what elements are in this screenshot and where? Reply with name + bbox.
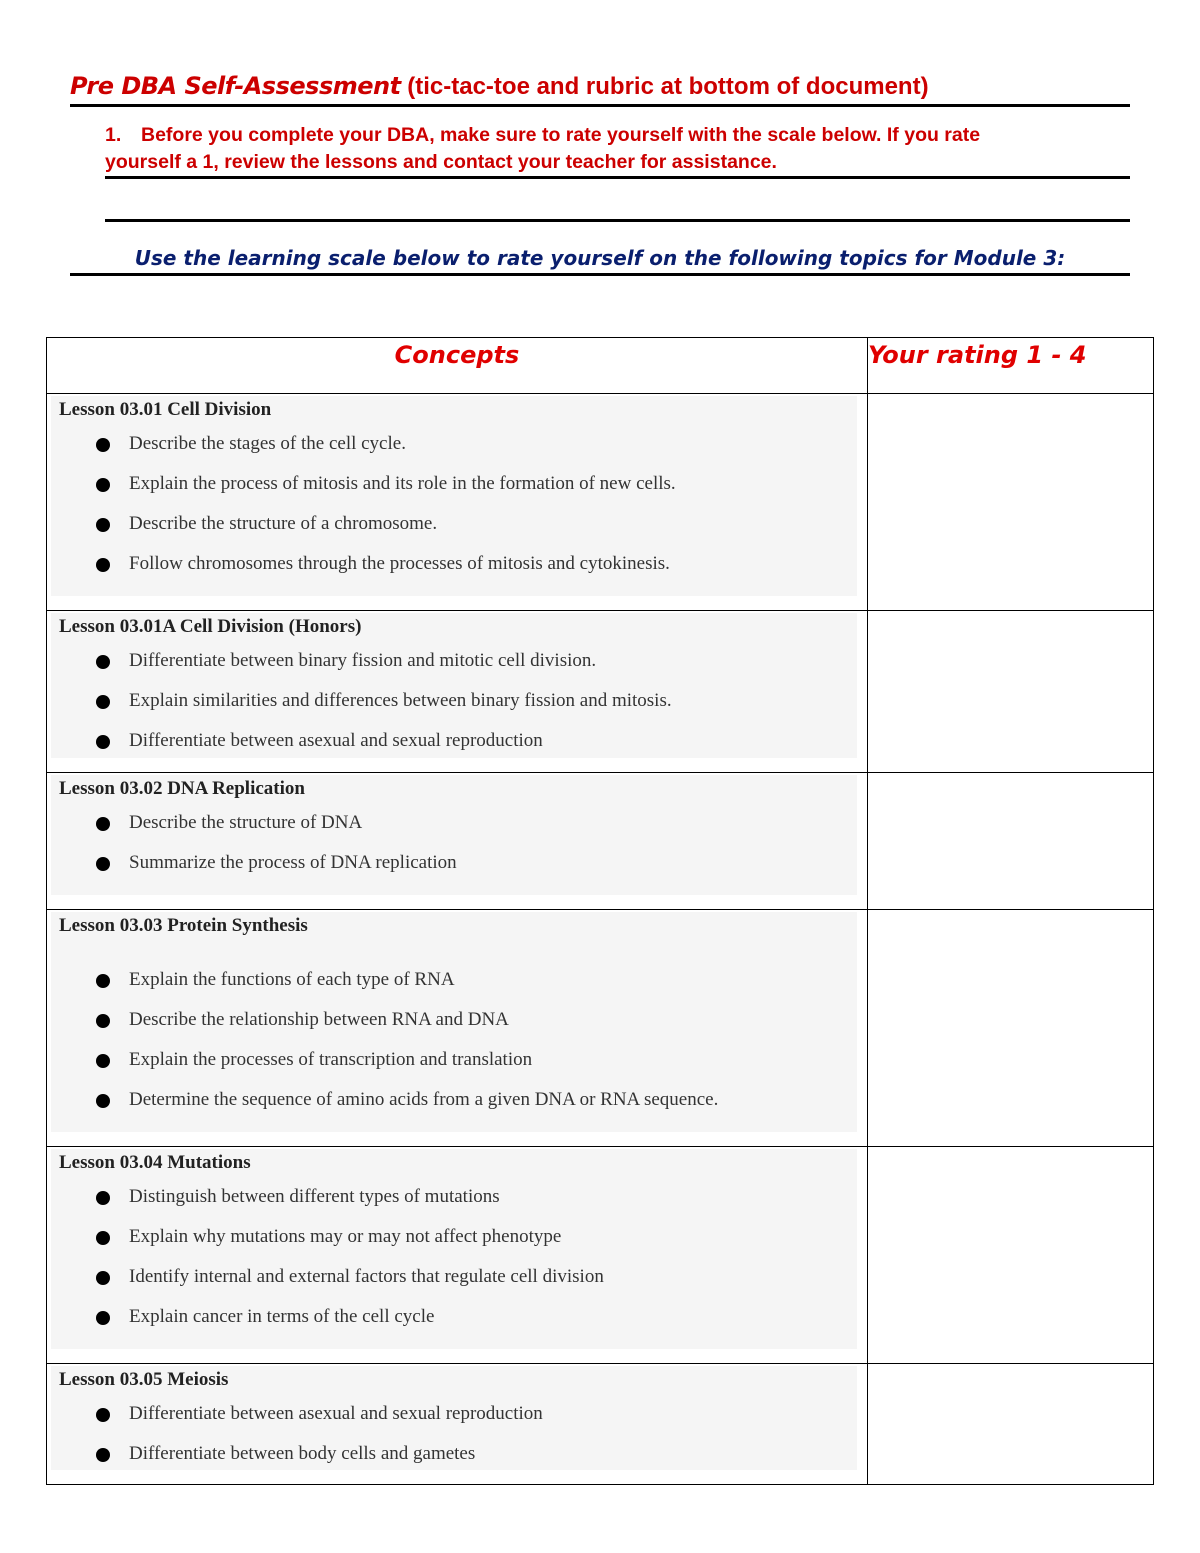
lesson-content [47,1364,867,1474]
bullet-icon [96,735,110,749]
lesson-content [47,773,867,883]
objective-text: Summarize the process of DNA replication [129,852,457,873]
objective-item [59,843,867,883]
table-row [47,611,1154,773]
lesson-content [47,394,867,584]
instruction-number: 1. [105,124,122,146]
objective-text: Differentiate between binary fission and mitotic cell division. [129,650,597,671]
bullet-icon [96,1014,110,1028]
lesson-title: Lesson 03.01 Cell Division [59,399,272,420]
lesson-content [47,1147,867,1337]
bullet-icon [96,438,110,452]
objective-item [59,1177,867,1217]
table-row [47,394,1154,611]
instruction-line-2: yourself a 1, review the lessons and contact your teacher for assistance. [105,151,777,173]
objective-text: Explain the process of mitosis and its role in the formation of new cells. [129,473,676,494]
objective-item [59,544,867,584]
bullet-icon [96,1054,110,1068]
table-row [47,773,1154,910]
objective-item [59,1000,867,1040]
bullet-icon [96,1231,110,1245]
title-main: Pre DBA Self-Assessment [70,72,401,100]
bullet-icon [96,558,110,572]
table-row [47,910,1154,1147]
instruction-item [105,122,1130,179]
objective-list [59,424,867,584]
concepts-column-header: Concepts [47,338,868,394]
objective-text: Differentiate between asexual and sexual reproduction [129,1403,543,1424]
objective-item [59,464,867,504]
objective-text: Differentiate between asexual and sexual reproduction [129,730,543,751]
objective-item [59,424,867,464]
lesson-content [47,910,867,1120]
bullet-icon [96,518,110,532]
blank-answer-line [105,219,1130,222]
objective-text: Explain the processes of transcription and translation [129,1049,533,1070]
lesson-title: Lesson 03.01A Cell Division (Honors) [59,616,362,637]
objective-item [59,960,867,1000]
objective-text: Distinguish between different types of mutations [129,1186,500,1207]
table-row [47,1364,1154,1485]
lesson-title: Lesson 03.03 Protein Synthesis [59,915,308,936]
objective-text: Explain cancer in terms of the cell cycle [129,1306,435,1327]
rating-cell[interactable] [868,773,1154,910]
objective-text: Explain similarities and differences between binary fission and mitosis. [129,690,672,711]
document-title [70,70,1130,107]
instruction-text [105,122,1131,176]
objective-item [59,681,867,721]
lesson-rows [47,394,1154,1485]
objective-item [59,1257,867,1297]
bullet-icon [96,1094,110,1108]
objective-text: Identify internal and external factors that regulate cell division [129,1266,604,1287]
objective-list [59,960,867,1120]
bullet-icon [96,1191,110,1205]
objective-text: Explain why mutations may or may not affect phenotype [129,1226,562,1247]
objective-text: Explain the functions of each type of RNA [129,969,455,990]
rating-cell[interactable] [868,910,1154,1147]
objective-item [59,1434,867,1474]
bullet-icon [96,1448,110,1462]
objective-text: Describe the structure of DNA [129,812,363,833]
objective-text: Describe the relationship between RNA and DNA [129,1009,509,1030]
rating-cell[interactable] [868,1147,1154,1364]
objective-list [59,803,867,883]
objective-item [59,1080,867,1120]
table-row [47,1147,1154,1364]
objective-item [59,1394,867,1434]
bullet-icon [96,974,110,988]
lesson-title: Lesson 03.05 Meiosis [59,1369,229,1390]
objective-item [59,803,867,843]
lesson-cell [47,910,868,1147]
bullet-icon [96,478,110,492]
objective-text: Follow chromosomes through the processes of mitosis and cytokinesis. [129,553,670,574]
scale-heading: Use the learning scale below to rate yourself on the following topics for Module 3: [70,243,1130,276]
objective-text: Differentiate between body cells and gametes [129,1443,476,1464]
objective-item [59,1217,867,1257]
objective-item [59,1297,867,1337]
objective-list [59,1177,867,1337]
instruction-line-1: Before you complete your DBA, make sure to rate yourself with the scale below. If you rate [141,124,981,146]
rating-cell[interactable] [868,611,1154,773]
lesson-cell [47,1364,868,1485]
bullet-icon [96,1408,110,1422]
lesson-cell [47,611,868,773]
lesson-title: Lesson 03.02 DNA Replication [59,778,305,799]
objective-item [59,641,867,681]
objective-list [59,641,867,761]
lesson-cell [47,773,868,910]
table-header-row [47,338,1154,394]
self-assessment-table [46,337,1154,1485]
lesson-cell [47,1147,868,1364]
lesson-cell [47,394,868,611]
bullet-icon [96,1271,110,1285]
title-subtitle: (tic-tac-toe and rubric at bottom of document) [400,73,929,100]
lesson-title: Lesson 03.04 Mutations [59,1152,251,1173]
objective-text: Describe the structure of a chromosome. [129,513,438,534]
bullet-icon [96,695,110,709]
rating-column-header: Your rating 1 - 4 [868,338,1154,394]
bullet-icon [96,1311,110,1325]
objective-item [59,721,867,761]
rating-cell[interactable] [868,1364,1154,1485]
lesson-content [47,611,867,761]
objective-text: Describe the stages of the cell cycle. [129,433,406,454]
objective-item [59,504,867,544]
objective-text: Determine the sequence of amino acids from a given DNA or RNA sequence. [129,1089,719,1110]
bullet-icon [96,857,110,871]
bullet-icon [96,655,110,669]
objective-list [59,1394,867,1474]
bullet-icon [96,817,110,831]
objective-item [59,1040,867,1080]
rating-cell[interactable] [868,394,1154,611]
